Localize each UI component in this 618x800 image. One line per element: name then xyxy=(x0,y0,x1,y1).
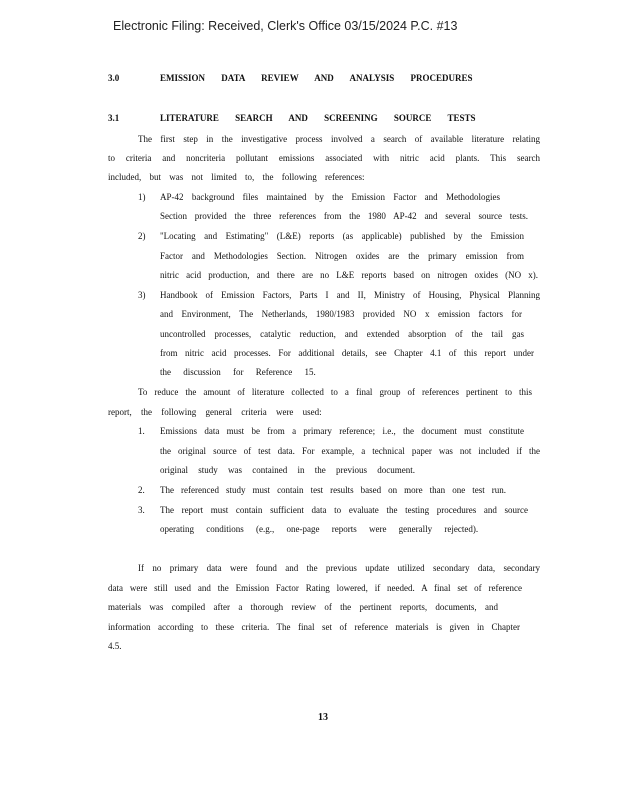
criterion-line: Emissions data must be from a primary reference; i.e., the document must constitute xyxy=(160,426,524,436)
criterion-line: the original source of test data. For example, a technical paper was not included if the xyxy=(160,446,540,456)
reference-line: "Locating and Estimating" (L&E) reports (as applicable) published by the Emission xyxy=(160,231,524,241)
subsection-number: 3.1 xyxy=(108,113,120,123)
subsection-title: LITERATURE SEARCH AND SCREENING SOURCE TESTS xyxy=(160,113,476,123)
page-number: 13 xyxy=(318,712,328,723)
reference-line: and Environment, The Netherlands, 1980/1983 provided NO x emission factors for xyxy=(160,309,522,319)
reference-line: Section provided the three references from the 1980 AP-42 and several source tests. xyxy=(160,211,528,221)
reference-number: 3) xyxy=(138,290,146,300)
reference-line: Factor and Methodologies Section. Nitrogen oxides are the primary emission from xyxy=(160,251,524,261)
criterion-number: 3. xyxy=(138,505,145,515)
paragraph-3-line: 4.5. xyxy=(108,641,122,651)
criterion-number: 2. xyxy=(138,485,145,495)
paragraph-1-line: to criteria and noncriteria pollutant emissions associated with nitric acid plants. This search xyxy=(108,153,540,163)
paragraph-2-line: To reduce the amount of literature collected to a final group of references pertinent to this xyxy=(138,387,532,397)
criterion-number: 1. xyxy=(138,426,145,436)
criterion-line: The referenced study must contain test results based on more than one test run. xyxy=(160,485,506,495)
reference-line: uncontrolled processes, catalytic reduction, and extended absorption of the tail gas xyxy=(160,329,524,339)
paragraph-3-line: materials was compiled after a thorough review of the pertinent reports, documents, and xyxy=(108,602,498,612)
criterion-line: The report must contain sufficient data to evaluate the testing procedures and source xyxy=(160,505,528,515)
reference-line: AP-42 background files maintained by the Emission Factor and Methodologies xyxy=(160,192,500,202)
section-number: 3.0 xyxy=(108,73,120,83)
filing-stamp: Electronic Filing: Received, Clerk's Office 03/15/2024 P.C. #13 xyxy=(113,19,458,33)
reference-line: from nitric acid processes. For additional details, see Chapter 4.1 of this report under xyxy=(160,348,534,358)
reference-number: 1) xyxy=(138,192,146,202)
paragraph-3-line: information according to these criteria. The final set of reference materials is given in Chapter xyxy=(108,622,520,632)
paragraph-2-line: report, the following general criteria were used: xyxy=(108,407,322,417)
criterion-line: original study was contained in the previous document. xyxy=(160,465,415,475)
section-title: EMISSION DATA REVIEW AND ANALYSIS PROCEDURES xyxy=(160,73,473,83)
paragraph-3-line: data were still used and the Emission Factor Rating lowered, if needed. A final set of reference xyxy=(108,583,522,593)
reference-line: Handbook of Emission Factors, Parts I and II, Ministry of Housing, Physical Planning xyxy=(160,290,540,300)
reference-line: nitric acid production, and there are no L&E reports based on nitrogen oxides (NO x). xyxy=(160,270,538,280)
criterion-line: operating conditions (e.g., one-page reports were generally rejected). xyxy=(160,524,479,534)
paragraph-1-line: The first step in the investigative process involved a search of available literature relating xyxy=(138,134,540,144)
reference-line: the discussion for Reference 15. xyxy=(160,367,316,377)
paragraph-3-line: If no primary data were found and the previous update utilized secondary data, secondary xyxy=(138,563,540,573)
reference-number: 2) xyxy=(138,231,146,241)
paragraph-1-line: included, but was not limited to, the following references: xyxy=(108,172,365,182)
